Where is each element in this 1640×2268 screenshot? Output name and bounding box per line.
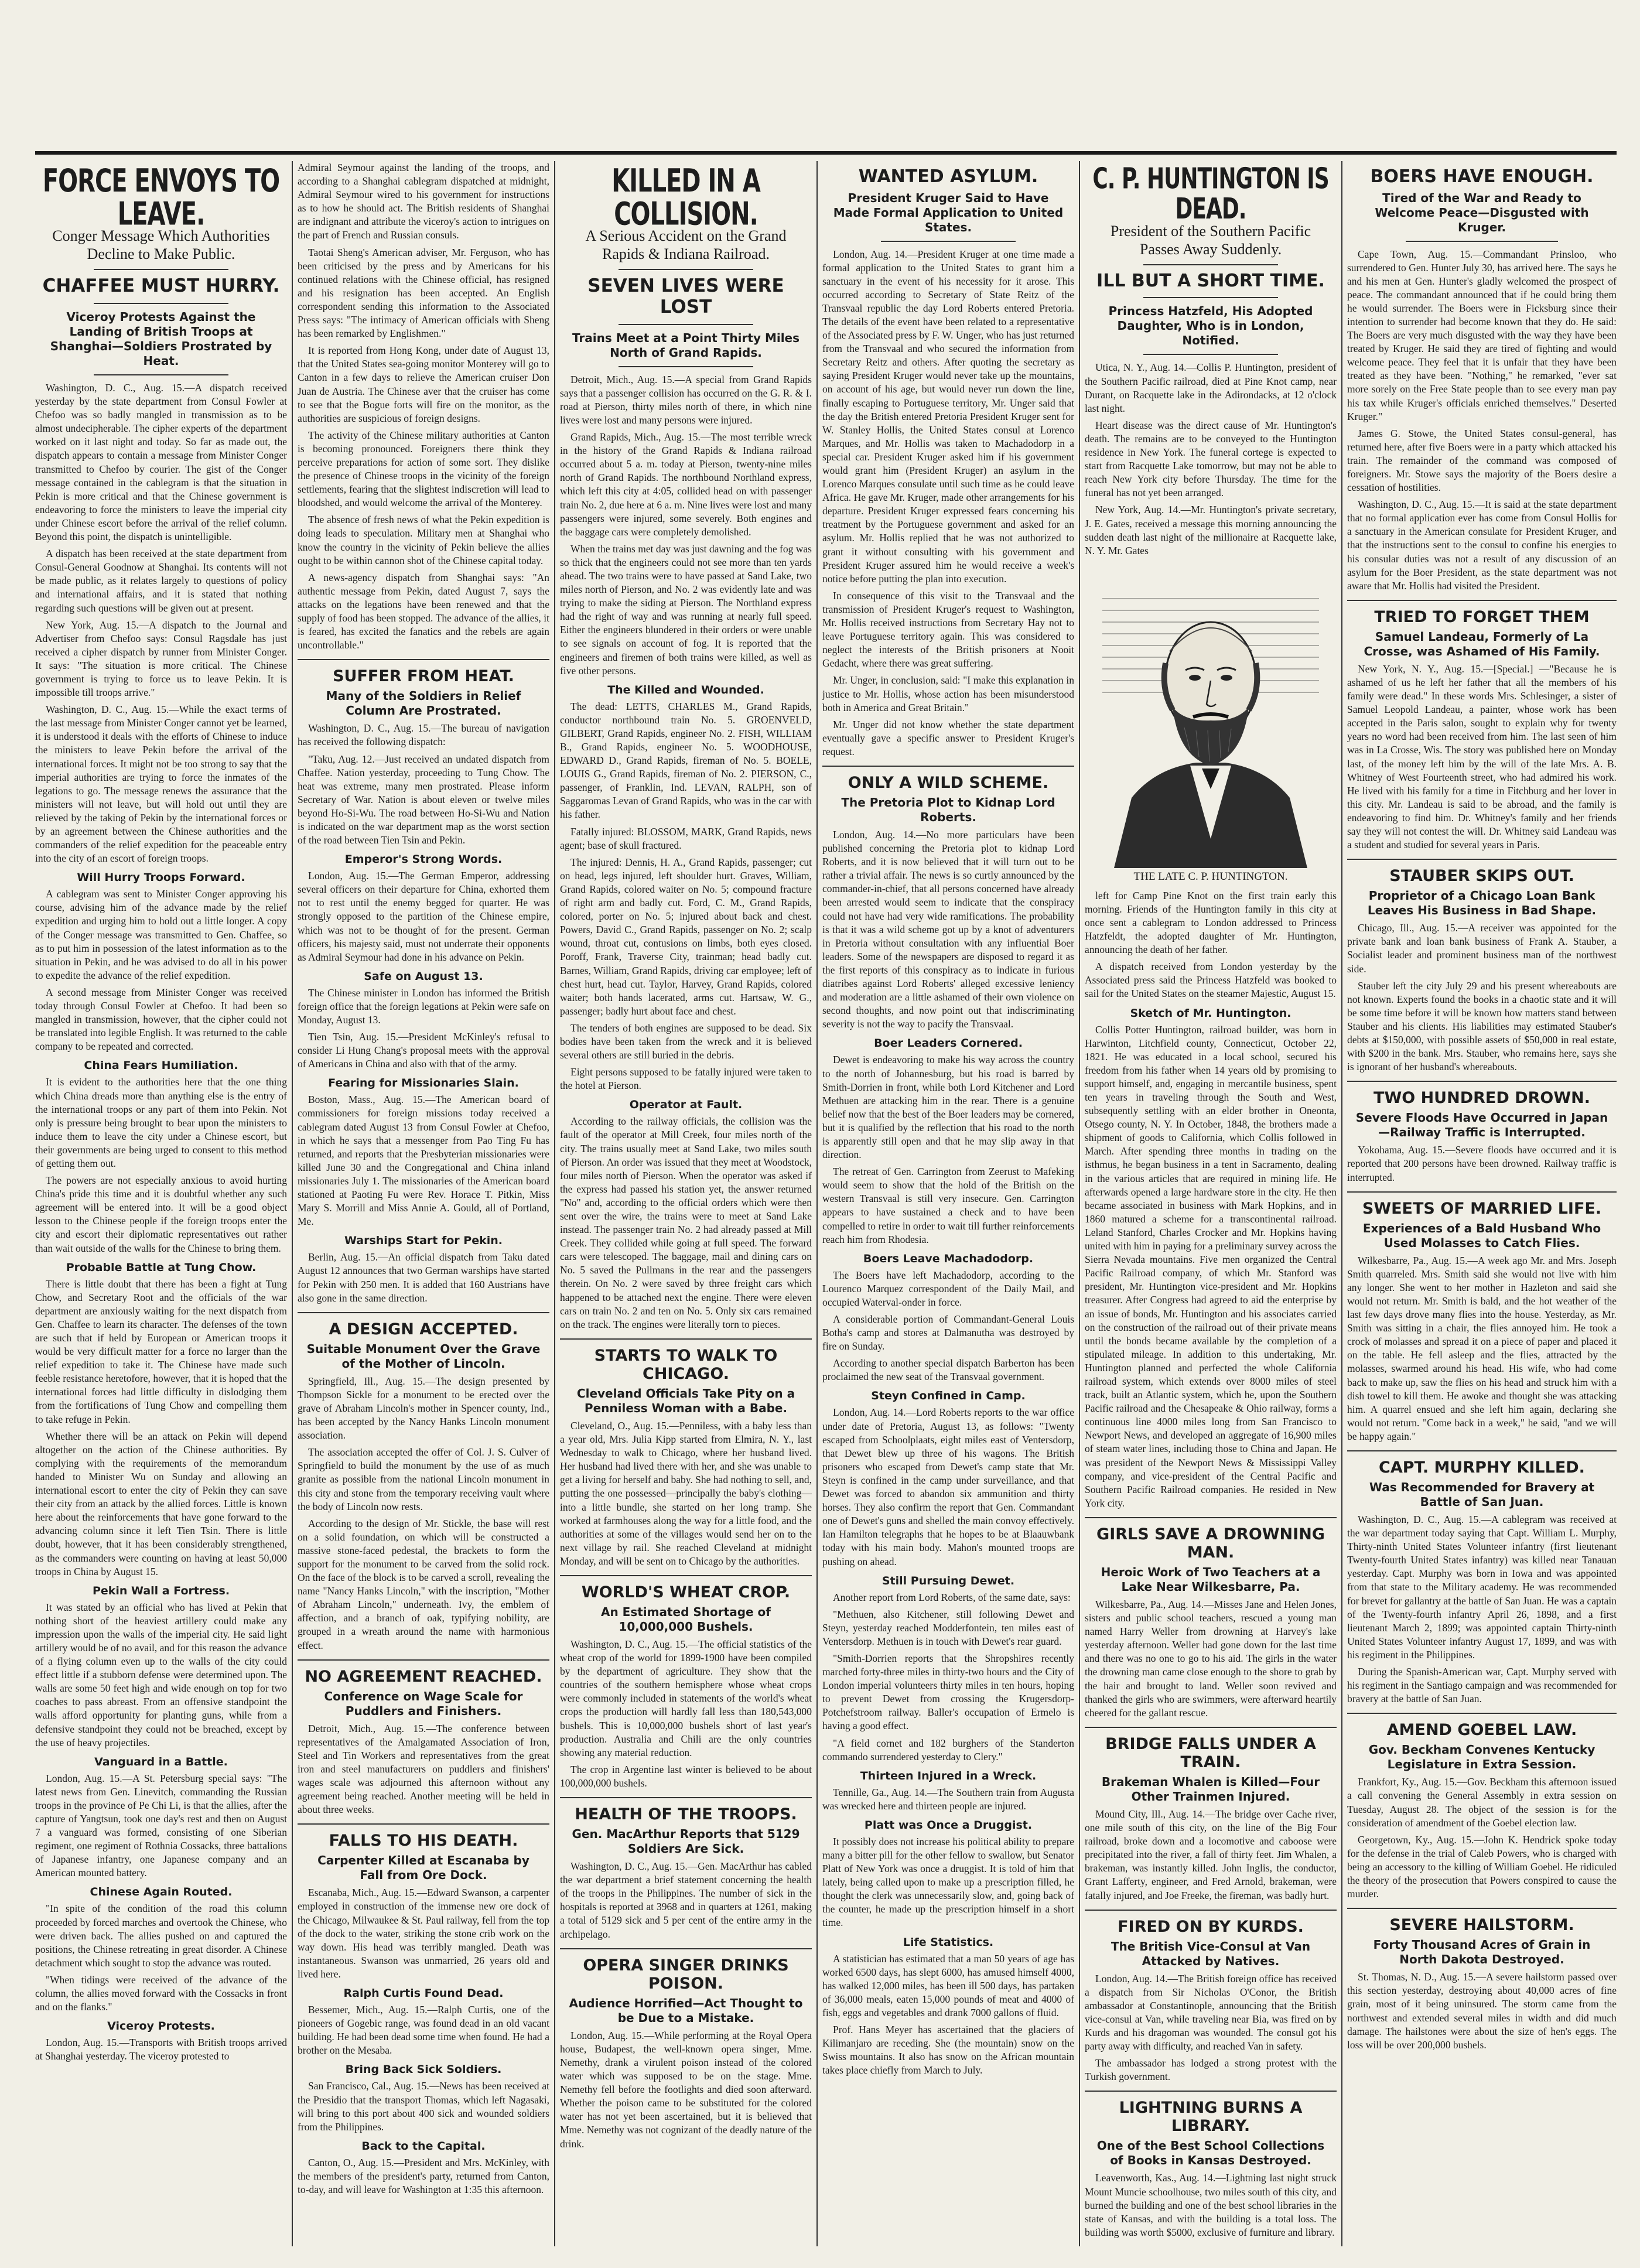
paragraph: "In spite of the condition of the road this column proceeded by forced marches and overtook the Chinese, who were driven back. The allies pushed on and captured the positions, the Chinese retreating in great disorder. A Chinese detachment which sought to stop the advance was routed. xyxy=(35,1902,287,1969)
subhead: Boer Leaders Cornered. xyxy=(874,1037,1023,1050)
headline: ILL BUT A SHORT TIME. xyxy=(1096,270,1325,291)
headline: AMEND GOEBEL LAW. xyxy=(1386,1721,1577,1740)
paragraph: "When tidings were received of the advance of the column, the allies moved forward with the Cossacks in front and on the flanks." xyxy=(35,1973,287,2013)
column-rule xyxy=(816,161,818,2246)
divider xyxy=(560,1948,812,1949)
paragraph: A dispatch received from London yesterday by the Associated press said the Princess Hatzfeld was booked to sail for the United States on the steamer Majestic, August 15. xyxy=(1085,961,1337,1000)
column-rule xyxy=(292,161,293,2246)
paragraph: Utica, N. Y., Aug. 14.—Collis P. Huntington, president of the Southern Pacific railroad, died at Pine Knot camp, near Durant, on Racquette lake in the Adirondacks, at 12 o'clock last night. xyxy=(1085,361,1337,414)
paragraph: Stauber left the city July 29 and his present whereabouts are not known. Experts found the books in a chaotic state and it will be some time before it will be known how matters stand between Stauber and his clients. His liabilities may estimated Stauber's debts at $150,000, with possible assets of $50,000 in real estate, with $200 in the bank. Mrs. Stauber, who remains here, says she is ignorant of her husband's whereabouts. xyxy=(1347,979,1617,1073)
headline: WORLD'S WHEAT CROP. xyxy=(581,1583,791,1601)
paragraph: Collis Potter Huntington, railroad builder, was born in Harwinton, Litchfield county, Connecticut, October 22, 1821. He was educated in a local school, secured his freedom from his father when 14 years old by promising to support himself, and, engaging in mercantile business, spent ten years in traveling through the South and West, subsequently settling with an elder brother in Oneonta, Otsego county, N. Y. In October, 1848, the brothers made a shipment of goods to California, which Collis followed in March. After spending three months in trading on the isthmus, he began business in a tent in Sacramento, dealing in the various articles that are required in mining life. He afterwards opened a large hardware store in the city. He then became associated in business with Mark Hopkins, and in 1860 matured a scheme for a transcontinental railroad. Leland Stanford, Charles Crocker and Mr. Hopkins having united with him in paying for a preliminary survey across the Sierra Nevada mountains. Five men organized the Central Pacific Railroad company, of which Mr. Stanford was president, Mr. Huntington vice-president and Mr. Hopkins treasurer. After Congress had agreed to aid the enterprise by an issue of bonds, Mr. Huntington and his associates carried on the construction of the railroad out of their private means until the bonds became available by the completion of a stipulated mileage. In addition to this undertaking, Mr. Huntington planned and perfected the whole California railroad system, which extends over 8000 miles of steel track, built an Atlantic system, which he, upon the Southern Pacific railroad and the Chesapeake & Ohio railway, forms a continuous line 4000 miles long from San Francisco to Newport News, and developed an aggregate of 16,900 miles of steam water lines, including those to China and Japan. He was president of the Newport News & Mississippi Valley company, and vice-president of the Central Pacific and Southern Pacific Railroad companies. He resided in New York city. xyxy=(1085,1023,1337,1509)
divider xyxy=(1347,600,1617,601)
headline: SUFFER FROM HEAT. xyxy=(333,667,514,686)
subhead: Vanguard in a Battle. xyxy=(94,1755,228,1768)
paragraph: The Chinese minister in London has informed the British foreign office that the foreign legations at Pekin were safe on Monday, August 13. xyxy=(298,986,549,1026)
subdeck: Conference on Wage Scale for Puddlers and Finishers. xyxy=(324,1689,523,1718)
divider xyxy=(298,1823,549,1825)
divider xyxy=(881,241,1016,242)
deck: Conger Message Which Authorities Decline to Make Public. xyxy=(52,227,270,263)
subdeck: Brakeman Whalen is Killed—Four Other Trainmen Injured. xyxy=(1101,1774,1320,1804)
paragraph: "Methuen, also Kitchener, still following Dewet and Steyn, yesterday reached Modderfontein, ten miles east of Ventersdorp. Methuen is in touch with Dewet's rear guard. xyxy=(822,1608,1074,1647)
paragraph: The Boers have left Machadodorp, according to the Lourenco Marquez correspondent of the Daily Mail, and occupied Waterval-onder in force. xyxy=(822,1269,1074,1308)
column-6 xyxy=(1347,161,1617,2246)
paragraph: Taotai Sheng's American adviser, Mr. Ferguson, who has been criticised by the press and by Americans for his continued relations with the Chinese official, has resigned and his resignation has been accepted. An English correspondent sending this information to the Associated Press says: "The intimacy of American officials with Sheng has been remarked by Englishmen." xyxy=(298,246,549,340)
subdeck: Suitable Monument Over the Grave of the Mother of Lincoln. xyxy=(306,1341,541,1371)
subdeck: Audience Horrified—Act Thought to be Due to a Mistake. xyxy=(569,1996,803,2025)
paragraph: When the trains met day was just dawning and the fog was so thick that the engineers could not see more than ten yards ahead. The two trains were to have passed at Sand Lake, two miles north of Pierson, and No. 2 was evidently late and was trying to make the siding at Pierson. The Northland express had the right of way and was running at nearly full speed. Either the engineers blundered in their orders or were unable to see signals on account of fog. It is reported that the engineers and firemen of both trains were killed, as well as five other persons. xyxy=(560,542,812,677)
headline: SEVEN LIVES WERE LOST xyxy=(587,275,784,318)
subdeck: Trains Meet at a Point Thirty Miles North of Grand Rapids. xyxy=(572,330,800,360)
subdeck: An Estimated Shortage of 10,000,000 Bushels. xyxy=(601,1605,771,1634)
paragraph: "Smith-Dorrien reports that the Shropshires recently marched forty-three miles in thirty-two hours and the City of London imperial volunteers thirty miles in ten hours, hoping to prevent Dewet from crossing the Krugersdorp-Potchefstroom railway. Baller's occupation of Ermelo is having a good effect. xyxy=(822,1652,1074,1732)
paragraph: It was stated by an official who has lived at Pekin that nothing short of the heaviest artillery could make any impression upon the walls of the imperial city. He said light artillery would be of no avail, and for this reason the advance of a flying column even up to the walls of the city could effect little if a stubborn defense were determined upon. The walls are some 50 feet high and wide enough on top for two coaches to pass abreast. From an offensive standpoint the walls afford opportunity for planting guns, while from a defensive standpoint they could not be breached, except by the use of heavy projectiles. xyxy=(35,1601,287,1748)
divider xyxy=(619,366,753,367)
subdeck: Heroic Work of Two Teachers at a Lake Near Wilkesbarre, Pa. xyxy=(1101,1565,1321,1594)
paragraph: London, Aug. 14.—Lord Roberts reports to the war office under date of Pretoria, August 13, as follows: "Twenty escaped from Schoolplaats, eight miles east of Ventersdorp, that Dewet blew up three of his wagons. The British prisoners who escaped from Dewet's camp state that Mr. Steyn is confined in the camp under surveillance, and that Dewet was forced to abandon six ammunition and thirty horses. They also confirm the report that Gen. Commandant one of Dewet's guns and shelled the main convoy effectively. Ian Hamilton telegraphs that he hopes to be at Blaauwbank today with his main body. Mahon's mounted troops are pushing on ahead. xyxy=(822,1406,1074,1567)
paragraph: Prof. Hans Meyer has ascertained that the glaciers of Kilimanjaro are receding. She (the mountain) snow on the Swiss mountains. It also has snow on the African mountain takes place chiefly from March to July. xyxy=(822,2024,1074,2076)
subdeck: The Pretoria Plot to Kidnap Lord Roberts. xyxy=(841,795,1055,825)
deck: A Serious Accident on the Grand Rapids & Indiana Railroad. xyxy=(585,227,787,263)
paragraph: The tenders of both engines are supposed to be dead. Six bodies have been taken from the wreck and it is believed several others are still buried in the debris. xyxy=(560,1022,812,1061)
paragraph: Canton, O., Aug. 15.—President and Mrs. McKinley, with the members of the president's party, returned from Canton, to-day, and will leave for Washington at 1:35 this afternoon. xyxy=(298,2156,549,2195)
paragraph: The association accepted the offer of Col. J. S. Culver of Springfield to build the monument by the use of as much granite as possible from the national Lincoln monument in this city and stone from the temporary receiving vault where the body of Lincoln now rests. xyxy=(298,1446,549,1512)
paragraph: A cablegram was sent to Minister Conger approving his course, advising him of the advance made by the relief expedition and urging him to hold out a little longer. A copy of the Conger message was transmitted to Gen. Chaffee, so as to put him in possession of the latest information as to the situation in Pekin, and he was advised to do all in his power to expedite the advance of the relief expedition. xyxy=(35,888,287,981)
paragraph: A news-agency dispatch from Shanghai says: "An authentic message from Pekin, dated August 7, says the attacks on the legations have been renewed and that the supply of food has been stopped. The advance of the allies, it is feared, has excited the fanatics and the rebels are again uncontrollable." xyxy=(298,571,549,651)
paragraph: A second message from Minister Conger was received today through Consul Fowler at Chefoo. It had been so mangled in transmission, however, that the cipher could not be translated into legible English. It was returned to the cable company to be repeated and corrected. xyxy=(35,986,287,1053)
headline: KILLED IN A COLLISION. xyxy=(611,163,760,233)
subdeck: The British Vice-Consul at Van Attacked by Natives. xyxy=(1111,1939,1311,1968)
divider xyxy=(94,374,228,375)
subdeck: Gen. MacArthur Reports that 5129 Soldiers Are Sick. xyxy=(572,1827,800,1856)
paragraph: According to another special dispatch Barberton has been proclaimed the new seat of the Transvaal government. xyxy=(822,1357,1074,1383)
headline: TRIED TO FORGET THEM xyxy=(1374,607,1590,626)
paragraph: Berlin, Aug. 15.—An official dispatch from Taku dated August 12 announces that two German warships have started for Pekin with 250 men. It is added that 160 Austrians have also gone in the same direction. xyxy=(298,1251,549,1304)
column-1 xyxy=(35,161,287,2246)
subhead: Still Pursuing Dewet. xyxy=(882,1574,1015,1587)
paragraph: Georgetown, Ky., Aug. 15.—John K. Hendrick spoke today for the defense in the trial of Caleb Powers, who is charged with being an accessory to the killing of William Goebel. He ridiculed the theory of the prosecution that Powers conspired to cause the murder. xyxy=(1347,1833,1617,1900)
paragraph: Mr. Unger did not know whether the state department eventually gave a specific answer to President Kruger's request. xyxy=(822,718,1074,757)
divider xyxy=(1347,1191,1617,1193)
divider xyxy=(619,269,753,270)
paragraph: London, Aug. 15.—Transports with British troops arrived at Shanghai yesterday. The viceroy protested to xyxy=(35,2037,287,2062)
divider xyxy=(619,324,753,325)
paragraph: Fatally injured: BLOSSOM, MARK, Grand Rapids, news agent; base of skull fractured. xyxy=(560,825,812,851)
divider xyxy=(1347,1908,1617,1909)
paragraph: Detroit, Mich., Aug. 15.—A special from Grand Rapids says that a passenger collision has occurred on the G. R. & I. road at Pierson, thirty miles north of there, in which nine lives were lost and many persons were injured. xyxy=(560,373,812,426)
subdeck: Severe Floods Have Occurred in Japan—Railway Traffic is Interrupted. xyxy=(1355,1111,1608,1140)
headline: OPERA SINGER DRINKS POISON. xyxy=(583,1956,789,1993)
subhead: Warships Start for Pekin. xyxy=(344,1234,503,1248)
headline: STAUBER SKIPS OUT. xyxy=(1389,867,1574,886)
paragraph: The dead: LETTS, CHARLES M., Grand Rapids, conductor northbound train No. 5. GROENVELD, GILBERT, Grand Rapids, engineer No. 2. FISH, WILLIAM B., Grand Rapids, engineer No. 5. WOODHOUSE, EDWARD D., Grand Rapids, fireman of No. 5. BOELE, LOUIS G., Grand Rapids, fireman of No. 2. PIERSON, C., passenger, of Franklin, Ind. LEVAN, RALPH, son of Saggaromas Levan of Grand Rapids, who was in the car with his father. xyxy=(560,700,812,821)
subhead: Platt was Once a Druggist. xyxy=(864,1818,1033,1832)
divider xyxy=(822,766,1074,767)
headline: SWEETS OF MARRIED LIFE. xyxy=(1362,1199,1602,1218)
subhead: Steyn Confined in Camp. xyxy=(871,1389,1026,1403)
portrait-engraving xyxy=(1091,563,1331,868)
paragraph: St. Thomas, N. D., Aug. 15.—A severe hailstorm passed over this section yesterday, destroying about 40,000 acres of fine grain, most of it being uninsured. The storm came from the northwest and extended several miles in width and did much damage. The hailstones were about the size of hen's eggs. The loss will be over 200,000 bushels. xyxy=(1347,1971,1617,2051)
headline: ONLY A WILD SCHEME. xyxy=(848,773,1049,792)
subhead: Sketch of Mr. Huntington. xyxy=(1130,1006,1292,1020)
subhead: Operator at Fault. xyxy=(629,1098,743,1112)
paragraph: According to the railway officials, the collision was the fault of the operator at Mill Creek, four miles north of the city. The trains usually meet at Sand Lake, two miles south of Pierson. An order was issued that they meet at Woodstock, four miles north of Pierson. When the operator was asked if the express had passed his station yet, the answer returned "No" and, according to the official orders which were then sent over the wire, the trains were to meet at Sand Lake instead. The passenger train No. 2 had already passed at Mill Creek. They collided while going at full speed. The forward cars were telescoped. The baggage, mail and dining cars on No. 5 saved the Pullmans in the rear and the passengers therein. On No. 2 were saved by three freight cars which happened to be attached next the engine. There were eleven cars on train No. 2 and ten on No. 5. Only six cars remained on the track. The engines were literally torn to pieces. xyxy=(560,1115,812,1330)
paragraph: A statistician has estimated that a man 50 years of age has worked 6500 days, has slept 6000, has amused himself 4000, has walked 12,000 miles, has been ill 500 days, has partaken of 36,000 meals, eaten 15,000 pounds of meat and 4000 of fish, eggs and vegetables and drank 7000 gallons of fluid. xyxy=(822,1952,1074,2018)
paragraph: James G. Stowe, the United States consul-general, has returned here, after five Boers were in a party which attacked his train. The remainder of the command was composed of foreigners. Mr. Stowe says the majority of the Boers desire a cessation of hostilities. xyxy=(1347,427,1617,494)
paragraph: Another report from Lord Roberts, of the same date, says: xyxy=(833,1591,1071,1603)
subhead: Life Statistics. xyxy=(903,1935,994,1949)
paragraph: The retreat of Gen. Carrington from Zeerust to Mafeking would seem to show that the hold of the British on the western Transvaal is still very insecure. Gen. Carrington appears to have sustained a check and to have been compelled to retire in order to wait till further reinforcements reach him from Rhodesia. xyxy=(822,1166,1074,1245)
headline: TWO HUNDRED DROWN. xyxy=(1374,1089,1590,1108)
paragraph: Washington, D. C., Aug. 15.—The bureau of navigation has received the following dispatch: xyxy=(298,722,549,748)
subdeck: Experiences of a Bald Husband Who Used Molasses to Catch Flies. xyxy=(1362,1221,1601,1250)
paragraph: Eight persons supposed to be fatally injured were taken to the hotel at Pierson. xyxy=(560,1066,812,1092)
paragraph: "A field cornet and 182 burghers of the Standerton commando surrendered yesterday to Clery." xyxy=(822,1737,1074,1763)
paragraph: Wilkesbarre, Pa., Aug. 15.—A week ago Mr. and Mrs. Joseph Smith quarreled. Mrs. Smith said she would not live with him any longer. She went to her mother in Hazleton and said she would not return. Mr. Smith is bald, and the hot weather of the last few days drove many flies into the house. Yesterday, as Mr. Smith was sitting in a chair, the flies annoyed him. He took a crock of molasses and spread it on a piece of paper and placed it on the table. He fell asleep and the flies, attracted by the molasses, swarmed around his head. His wife, who had come back to make up, saw the flies on his head and struck him with a dish towel to kill them. He awoke and thought she was attacking him. A quarrel ensued and she left him again, declaring she would not return. "Come back in a week," he said, "and we will be happy again." xyxy=(1347,1254,1617,1442)
headline: WANTED ASYLUM. xyxy=(858,166,1038,187)
paragraph: The activity of the Chinese military authorities at Canton is becoming pronounced. Foreigners there think they perceive preparations for action of some sort. They dislike the presence of Chinese troops in the vicinity of the foreign settlements, fearing that the slightest indiscretion will lead to bloodshed, and would welcome the arrival of the Monterey. xyxy=(298,429,549,509)
column-5 xyxy=(1085,161,1337,2246)
headline: CAPT. MURPHY KILLED. xyxy=(1379,1458,1585,1477)
paragraph: Washington, D. C., Aug. 15.—Gen. MacArthur has cabled the war department a brief statement concerning the health of the troops in the Philippines. The number of sick in the hospitals is reported at 3968 and in quarters at 1261, making a total of 5129 sick and 5 per cent of the entire army in the archipelago. xyxy=(560,1860,812,1940)
subdeck: Viceroy Protests Against the Landing of British Troops at Shanghai—Soldiers Prostrated by Heat. xyxy=(50,310,272,368)
paragraph: A considerable portion of Commandant-General Louis Botha's camp and stores at Dalmanutha was destroyed by fire on Sunday. xyxy=(822,1313,1074,1352)
divider xyxy=(1085,2091,1337,2092)
paragraph: The injured: Dennis, H. A., Grand Rapids, passenger; cut on head, legs injured, left shoulder hurt. Graves, William, Grand Rapids, colored waiter on No. 5; compound fracture of right arm and badly cut. Ford, C. M., Grand Rapids, colored, porter on No. 5; injured about back and chest. Powers, David C., Grand Rapids, passenger on No. 2; scalp wound, throat cut, contusions on limbs, both eyes closed. Poroff, Frank, Traverse City, trainman; head badly cut. Barnes, William, Grand Rapids, driving car employee; left of chest hurt, head cut. Taylor, Harvey, Grand Rapids, colored waiter; both hands lacerated, arms cut. Hartsaw, W. G., passenger; badly hurt about face and chest. xyxy=(560,856,812,1017)
paragraph: The ambassador has lodged a strong protest with the Turkish government. xyxy=(1085,2057,1337,2083)
subhead: Thirteen Injured in a Wreck. xyxy=(860,1769,1037,1782)
headline: NO AGREEMENT REACHED. xyxy=(305,1667,542,1686)
subdeck: One of the Best School Collections of Books in Kansas Destroyed. xyxy=(1096,2139,1325,2168)
headline: HEALTH OF THE TROOPS. xyxy=(575,1805,797,1824)
headline: LIGHTNING BURNS A LIBRARY. xyxy=(1119,2099,1303,2136)
divider xyxy=(560,1338,812,1340)
subhead: Chinese Again Routed. xyxy=(90,1886,233,1899)
subdeck: Samuel Landeau, Formerly of La Crosse, was Ashamed of His Family. xyxy=(1364,629,1600,658)
divider xyxy=(1085,1517,1337,1518)
paragraph: Wilkesbarre, Pa., Aug. 14.—Misses Jane and Helen Jones, sisters and public school teachers, rescued a young man named Harry Weller from drowning at Harvey's lake yesterday afternoon. Weller had gone down for the last time and there was no one to go to his aid. The girls in the water the drowning man came close enough to the shore to grab by the hair and brought to land. Weller soon revived and thanked the girls who are swimmers, were afterward heartily cheered for the gallant rescue. xyxy=(1085,1598,1337,1719)
paragraph: Detroit, Mich., Aug. 15.—The conference between representatives of the Amalgamated Association of Iron, Steel and Tin Workers and representatives from the great iron and steel manufacturers on puddlers and finishers' wages scale was adjourned this afternoon without any agreement being reached. Another meeting will be held in about three weeks. xyxy=(298,1722,549,1816)
subhead: Viceroy Protests. xyxy=(107,2020,215,2033)
headline: C. P. HUNTINGTON IS DEAD. xyxy=(1092,163,1329,226)
paragraph: The powers are not especially anxious to avoid hurting China's pride this time and it is doubtful whether any such agreement will be entered into. It will be a good object lesson to the Chinese people if the foreign troops enter the city and escort their diplomatic representatives out rather than wait outside of the walls for the Chinese to bring them. xyxy=(35,1174,287,1254)
headline: FIRED ON BY KURDS. xyxy=(1118,1917,1304,1936)
paragraph: It possibly does not increase his political ability to prepare many a bitter pill for the other fellow to swallow, but Senator Platt of New York was once a druggist. It is told of him that lately, being called upon to make up a prescription filled, he thought the clerk was unnecessarily slow, and, going back of the counter, he made up the prescription himself in a short time. xyxy=(822,1835,1074,1929)
paragraph: Whether there will be an attack on Pekin will depend altogether on the action of the Chinese authorities. By complying with the requirements of the memorandum handed to Minister Wu on Sunday and allowing an international escort to enter the city of Pekin they can save their city from an attack by the allied forces. Little is known here about the reinforcements that have gone forward to the advancing column since it left Tien Tsin. There is little doubt, however, that it has been considerably strengthened, as the commanders were counting on having at least 50,000 troops in China by August 15. xyxy=(35,1430,287,1577)
column-rule xyxy=(554,161,555,2246)
paragraph: The absence of fresh news of what the Pekin expedition is doing leads to speculation. Military men at Shanghai who know the country in the vicinity of Pekin believe the allies ought to be within cannon shot of the Chinese capital today. xyxy=(298,514,549,566)
paragraph: Cleveland, O., Aug. 15.—Penniless, with a baby less than a year old, Mrs. Julia Kipp started from Elmira, N. Y., last Wednesday to walk to Chicago, where her husband lived. Her husband had lived there with her, and she was unable to get a living for herself and baby. She had nothing to sell, and, putting the one possessed—principally the baby's clothing—into a little bundle, she started on her long tramp. She worked at farmhouses along the way for a little food, and the authorities at some of the villages would send her on to the next village by rail. She reached Cleveland at midnight Monday, and will be sent on to Chicago by the authorities. xyxy=(560,1419,812,1567)
subhead: Emperor's Strong Words. xyxy=(344,853,503,866)
paragraph: According to the design of Mr. Stickle, the base will rest on a solid foundation, on which will be constructed a massive stone-faced pedestal, the brackets to form the support for the monument to be carved from the solid rock. On the face of the block is to be carved a scroll, revealing the name "Nancy Hanks Lincoln," with the inscription, "Mother of Abraham Lincoln," underneath. Ivy, the emblem of affection, and a branch of oak, typifying nobility, are grouped in a wreath around the name with harmonious effect. xyxy=(298,1517,549,1651)
paragraph: London, Aug. 14.—The British foreign office has received a dispatch from Sir Nicholas O'Conor, the British ambassador at Constantinople, announcing that the British vice-consul at Van, while traveling near Bia, was fired on by Kurds and his dragoman was wounded. The consul got his party away with difficulty, and reached Van in safety. xyxy=(1085,1972,1337,2052)
column-rule xyxy=(1079,161,1080,2246)
paragraph: London, Aug. 15.—While performing at the Royal Opera house, Budapest, the well-known opera singer, Mme. Nemethy, drank a virulent poison instead of the colored water which was supposed to be on the stage. Mme. Nemethy fell before the footlights and died soon afterward. Whether the poison came to be substituted for the colored water has not yet been ascertained, but it is believed that Mme. Nemethy was not cognizant of the deadly nature of the drink. xyxy=(560,2029,812,2150)
paragraph: Heart disease was the direct cause of Mr. Huntington's death. The remains are to be conveyed to the Huntington residence in New York. The funeral cortege is expected to start from Racquette Lake tomorrow, but may not be able to reach New York city before Thursday. The time for the funeral has not yet been arranged. xyxy=(1085,419,1337,499)
subhead: Back to the Capital. xyxy=(361,2139,486,2153)
divider xyxy=(1347,1450,1617,1451)
paragraph: Tien Tsin, Aug. 15.—President McKinley's refusal to consider Li Hung Chang's proposal meets with the approval of Americans in China and also with that of the army. xyxy=(298,1031,549,1070)
subdeck: President Kruger Said to Have Made Formal Application to United States. xyxy=(833,190,1064,234)
paragraph: Mound City, Ill., Aug. 14.—The bridge over Cache river, one mile south of this city, on the line of the Big Four railroad, broke down and a locomotive and caboose were precipitated into the river, a fall of thirty feet. Jim Whalen, a brakeman, was instantly killed. John Inglis, the conductor, Grant Lafferty, engineer, and Fred Arnold, brakeman, were fatally injured, and Joe Freeke, the fireman, was badly hurt. xyxy=(1085,1808,1337,1901)
paragraph: During the Spanish-American war, Capt. Murphy served with his regiment in the Santiago campaign and was recommended for bravery at the battle of San Juan. xyxy=(1347,1666,1617,1705)
paragraph: It is reported from Hong Kong, under date of August 13, that the United States sea-going monitor Monterey will go to Canton in a few days to relieve the American cruiser Don Juan de Austria. The Chinese aver that the cruiser has come to see that the Bogue forts will fire on the monitor, as the authorities are suspicious of foreign designs. xyxy=(298,344,549,424)
paragraph: Chicago, Ill., Aug. 15.—A receiver was appointed for the private bank and loan bank business of Frank A. Stauber, a Socialist leader and prominent business man of the northwest side. xyxy=(1347,922,1617,975)
paragraph: Frankfort, Ky., Aug. 15.—Gov. Beckham this afternoon issued a call convening the General Assembly in extra session on Tuesday, August 28. The object of the session is for the consideration of amendment of the Goebel election law. xyxy=(1347,1776,1617,1829)
divider xyxy=(1347,1081,1617,1082)
subdeck: Carpenter Killed at Escanaba by Fall from Ore Dock. xyxy=(317,1853,529,1883)
headline: GIRLS SAVE A DROWNING MAN. xyxy=(1096,1525,1325,1562)
paragraph: London, Aug. 15.—A St. Petersburg special says: "The latest news from Gen. Linevitch, commanding the Russian troops in the province of Pe Chi Li, is that the allies, after the capture of Yangtsun, took one day's rest and then on August 7 a vanguard was formed, consisting of one Siberian regiment, one regiment of Rothnia Cossacks, three battalions of Japanese infantry, one Japanese company and an American mounted battery. xyxy=(35,1772,287,1879)
paragraph: Washington, D. C., Aug. 15.—The official statistics of the wheat crop of the world for 1899-1900 have been compiled by the department of agriculture. They show that the countries of the southern hemisphere whose wheat crops were commonly included in statements of the world's wheat crops the production will hardly fall less than 180,543,000 bushels. This is 10,000,000 bushels short of last year's production. Australia and Chili are the only countries showing any material reduction. xyxy=(560,1638,812,1758)
subhead: Boers Leave Machadodorp. xyxy=(863,1252,1034,1265)
divider xyxy=(1143,354,1278,355)
headline: A DESIGN ACCEPTED. xyxy=(329,1320,518,1338)
paragraph: "Taku, Aug. 12.—Just received an undated dispatch from Chaffee. Nation yesterday, proceeding to Tung Chow. The heat was extreme, many men prostrated. Please inform Secretary of War. Nation is about eleven or twelve miles beyond Ho-Si-Wu. The road between Ho-Si-Wu and Nation is indicated on the war department map as the worst section of the road between Tien Tsin and Pekin. xyxy=(298,753,549,846)
paragraph: San Francisco, Cal., Aug. 15.—News has been received at the Presidio that the transport Thomas, which left Nagasaki, will bring to this port about 400 sick and wounded soldiers from the Philippines. xyxy=(298,2080,549,2133)
column-rule xyxy=(1341,161,1342,2246)
subdeck: Proprietor of a Chicago Loan Bank Leaves His Business in Bad Shape. xyxy=(1367,889,1597,918)
subhead: Fearing for Missionaries Slain. xyxy=(328,1077,519,1090)
paragraph: Grand Rapids, Mich., Aug. 15.—The most terrible wreck in the history of the Grand Rapids & Indiana railroad occurred about 5 a. m. today at Pierson, twenty-nine miles north of Grand Rapids. The northbound Northland express, which left this city at 4:05, collided head on with passenger train No. 2, due here at 6 a. m. Nine lives were lost and many passengers were injured, some severely. Both engines and the baggage cars were completely demolished. xyxy=(560,431,812,538)
paragraph: Mr. Unger, in conclusion, said: "I make this explanation in justice to Mr. Hollis, whose action has been misunderstood both in America and Great Britain." xyxy=(822,674,1074,713)
paragraph: Yokohama, Aug. 15.—Severe floods have occurred and it is reported that 200 persons have been drowned. Railway traffic is interrupted. xyxy=(1347,1144,1617,1183)
headline: BRIDGE FALLS UNDER A TRAIN. xyxy=(1105,1734,1316,1771)
paragraph: Dewet is endeavoring to make his way across the country to the north of Johannesburg, but his road is barred by Smith-Dorrien in front, while both Lord Kitchener and Lord Methuen are attacking him in the rear. There is a genuine belief now that the best of the Boer leaders may be cornered, but it is qualified by the reflection that his road to the north is apparently still open and that he may slip away in that direction. xyxy=(822,1054,1074,1161)
subhead: Bring Back Sick Soldiers. xyxy=(345,2063,502,2076)
deck: President of the Southern Pacific Passes Away Suddenly. xyxy=(1110,222,1311,258)
divider xyxy=(94,269,228,270)
divider xyxy=(560,1575,812,1576)
subhead: Will Hurry Troops Forward. xyxy=(77,871,245,884)
paragraph: London, Aug. 14.—President Kruger at one time made a formal application to the United States to grant him a sanctuary in the event of his necessity for it arose. This occurred according to Secretary of State Reitz of the Transvaal republic the day Lord Roberts entered Pretoria. The details of the event have been related to a representative of the Associated press by F. W. Unger, who has just returned from the Transvaal and who secured the information from Secretary Reitz and others. After quoting the secretary as saying President Kruger would never take up the mountains, on account of his age, but would never run down the line, finally escaping to Portuguese territory, Mr. Unger said that the day the British entered Pretoria President Kruger sent for W. Stanley Hollis, the United States consul at Lorenco Marques, and Mr. Hollis was taken to Machadodorp in a special car. President Kruger asked him if his government would grant him (President Kruger) an asylum in the Lorenco Marques consulate until such time as he could leave Africa. He gave Mr. Kruger, made other arrangements for his departure. President Kruger expressed fears concerning his treatment by the Portuguese government and asked for an asylum. Mr. Hollis replied that he was not authorized to grant it without consulting with his government and President Kruger assured him he would receive a week's notice before putting the plan into execution. xyxy=(822,248,1074,585)
divider xyxy=(1085,1910,1337,1911)
paragraph: Escanaba, Mich., Aug. 15.—Edward Swanson, a carpenter employed in construction of the immense new ore dock of the Chicago, Milwaukee & St. Paul railway, fell from the top of the dock to the water, striking the stone crib work on the way down. His head was terribly mangled. Death was instantaneous. Swanson was unmarried, 26 years old and lived here. xyxy=(298,1887,549,1980)
subdeck: Gov. Beckham Convenes Kentucky Legislature in Extra Session. xyxy=(1368,1743,1595,1772)
paragraph: Admiral Seymour against the landing of the troops, and according to a Shanghai cablegram dispatched at midnight, Admiral Seymour wired to his government for instructions as to how he should act. The British residents of Shanghai are indignant and attribute the viceroy's action to intrigues on the part of French and Russian consuls. xyxy=(298,162,549,241)
subhead: Ralph Curtis Found Dead. xyxy=(343,1987,504,2000)
newspaper-page xyxy=(35,0,1617,2268)
paragraph: Washington, D. C., Aug. 15.—A dispatch received yesterday by the state department from Consul Fowler at Chefoo was so badly mangled in transmission as to be almost undecipherable. The cipher experts of the department worked on it last night and today. So far as made out, the dispatch appears to contain a message from Minister Conger transmitted to Chefoo by courier. The gist of the Conger message contained in the cablegram is that the situation in Pekin is more critical and that the Chinese government is endeavoring to force the ministers to leave the imperial city under Chinese escort before the arrival of the relief column. Beyond this point, the dispatch is unintelligible. xyxy=(35,382,287,543)
subhead: China Fears Humiliation. xyxy=(84,1059,238,1072)
column-2 xyxy=(298,161,549,2246)
paragraph: New York, N. Y., Aug. 15.—[Special.] —"Because he is ashamed of us he left her father that all the members of his family were dead." In these words Mrs. Schlesinger, a sister of Samuel Leopold Landeau, a painter, whose work has been accepted in the Paris salon, sought to explain why for twenty years no word had been received from him. The last seen of him was in La Crosse, Wis. The story was published here on Monday last, of the money left him by the will of the late Mrs. A. B. Whitney of West Fourteenth street, who had admired his work. He lived with his family for a time in Fitchburg and her lover in this city. Mr. Landeau is said to be abroad, and the family is endeavoring to find him. Dr. Whitney's family and her friends say they will not contest the will. Dr. Whitney said Landeau was a student and studied for several years in Paris. xyxy=(1347,662,1617,851)
portrait-caption: THE LATE C. P. HUNTINGTON. xyxy=(1133,870,1288,883)
headline: STARTS TO WALK TO CHICAGO. xyxy=(594,1346,778,1383)
paragraph: Washington, D. C., Aug. 15.—A cablegram was received at the war department today saying that Capt. William L. Murphy, Thirty-ninth United States Volunteer infantry (first lieutenant Twenty-fourth United States infantry) was killed near Tanauan yesterday. Capt. Murphy was born in Iowa and was appointed from that state to the Military academy. He was recommended for brevet for gallantry at the battle of San Juan. He was a captain of the Twenty-fourth infantry April 26, 1898, and a first lieutenant March 2, 1899; was appointed captain Thirty-ninth United States Volunteer infantry August 17, 1899, and was with his regiment in the Philippines. xyxy=(1347,1514,1617,1661)
paragraph: Boston, Mass., Aug. 15.—The American board of commissioners for foreign missions today received a cablegram dated August 13 from Consul Fowler at Chefoo, in which he says that a messenger from Pao Ting Fu has returned, and reports that the Presbyterian missionaries were killed June 30 and the Congregational and China inland missionaries July 1. The missionaries of the American board stationed at Paoting Fu were Rev. Horace T. Pitkin, Miss Mary S. Morrill and Miss Annie A. Gould, all of Portland, Me. xyxy=(298,1094,549,1228)
divider xyxy=(1085,1727,1337,1728)
subdeck: Cleveland Officials Take Pity on a Penniless Woman with a Babe. xyxy=(576,1386,795,1415)
divider xyxy=(1406,241,1558,242)
divider xyxy=(94,303,228,304)
paragraph: Springfield, Ill., Aug. 15.—The design presented by Thompson Sickle for a monument to be erected over the grave of Abraham Lincoln's mother in Spencer county, Ind., has been accepted by the Nancy Hanks Lincoln monument association. xyxy=(298,1375,549,1442)
subhead: The Killed and Wounded. xyxy=(607,683,764,696)
columns xyxy=(35,161,1617,2246)
paragraph: Washington, D. C., Aug. 15.—It is said at the state department that no formal application ever has come from Consul Hollis for a sanctuary in the American consulate for President Kruger, and that the instructions sent to the consul to confine his energies to his consular duties was not a result of any discussion of an asylum for the Boer President, as the state department was not aware that Mr. Hollis had visited the President. xyxy=(1347,498,1617,592)
headline: CHAFFEE MUST HURRY. xyxy=(42,275,280,297)
paragraph: New York, Aug. 14.—Mr. Huntington's private secretary, J. E. Gates, received a message this morning announcing the sudden death last night of the millionaire at Racquette lake, N. Y. Mr. Gates xyxy=(1085,504,1337,556)
paragraph: London, Aug. 14.—No more particulars have been published concerning the Pretoria plot to kidnap Lord Roberts, and it is now believed that it will turn out to be rather a trivial affair. The news is so curtly announced by the commander-in-chief, that all persons concerned have already been arrested would seem to indicate that the conspiracy could not have had very wide ramifications. The probability is that it was a wild scheme got up by a knot of adventurers in Pretoria without consultation with any influential Boer leaders. Some of the newspapers are disposed to regard it as the first reports of this conspiracy as to indicate in furious diatribes against Lord Roberts' alleged excessive leniency and moderation are a little ashamed of their own violence on second thoughts, and now point out that indiscriminating severity is not the way to pacify the Transvaal. xyxy=(822,829,1074,1030)
subhead: Probable Battle at Tung Chow. xyxy=(66,1261,257,1274)
subdeck: Tired of the War and Ready to Welcome Peace—Disgusted with Kruger. xyxy=(1375,190,1589,234)
paragraph: There is little doubt that there has been a fight at Tung Chow, and Secretary Root and the officials of the war department are anxiously waiting for the next dispatch from Gen. Chaffee to learn its character. The defenses of the town are such that if held by European or American troops it would be very difficult matter for a force no larger than the relief expedition to take it. The Chinese have made such feeble resistance heretofore, however, that it is hoped that the international forces had little difficulty in dislodging them from the fortifications of Tung Chow and compelling them to take refuge in Pekin. xyxy=(35,1278,287,1425)
headline: FORCE ENVOYS TO LEAVE. xyxy=(42,163,280,233)
divider xyxy=(1347,1713,1617,1714)
subdeck: Forty Thousand Acres of Grain in North Dakota Destroyed. xyxy=(1373,1938,1591,1967)
subhead: Safe on August 13. xyxy=(364,969,483,983)
paragraph: Bessemer, Mich., Aug. 15.—Ralph Curtis, one of the pioneers of Gogebic range, was found dead in an old vacant building. He had been dead some time when found. He had a brother on the Mesaba. xyxy=(298,2004,549,2057)
paragraph: Cape Town, Aug. 15.—Commandant Prinsloo, who surrendered to Gen. Hunter July 30, has arrived here. The says he and his men at Gen. Hunter's gladly welcomed the prospect of peace. The commandant announced that if he could bring them he would surrender. The Boers were in Ficksburg since their intention to surrender had become known that they do. He said: The Boers are very much disgusted with the way they have been treated by Kruger. He said they are tired of fighting and would welcome peace. They feel that it is unfair that they have been treated as they have been. "Nothing," he remarked, "ever sat more sorely on the Free State people than to see every man pay his tax while Kruger's officials enriched themselves." Deserted Kruger." xyxy=(1347,248,1617,422)
subdeck: Was Recommended for Bravery at Battle of San Juan. xyxy=(1369,1480,1595,1509)
subdeck: Princess Hatzfeld, His Adopted Daughter, Who is in London, Notified. xyxy=(1108,304,1313,348)
paragraph: Washington, D. C., Aug. 15.—While the exact terms of the last message from Minister Conger cannot yet be learned, it is understood it deals with the efforts of Chinese to induce the ministers to leave Pekin before the arrival of the international forces. It might not be too strong to say that the imperial authorities are trying to force the inmates of the legations to go. The message renews the assurance that the ministers will not leave, but will hold out until they are relieved by the taking of Pekin by the international forces or by an agreement between the Chinese authorities and the commanders of the relief expedition for the peaceable entry into the city of an escort of foreign troops. xyxy=(35,703,287,865)
divider xyxy=(298,1312,549,1313)
divider xyxy=(560,1797,812,1798)
paragraph: Tennille, Ga., Aug. 14.—The Southern train from Augusta was wrecked here and thirteen people are injured. xyxy=(822,1786,1074,1812)
top-rule xyxy=(35,151,1617,155)
paragraph: A dispatch has been received at the state department from Consul-General Goodnow at Shanghai. Its contents will not be made public, as it relates largely to questions of policy and international affairs, and it is stated that nothing regarding such questions will be given out at present. xyxy=(35,548,287,614)
paragraph: In consequence of this visit to the Transvaal and the transmission of President Kruger's request to Washington, Mr. Hollis received instructions from Secretary Hay not to leave Portuguese territory again. This was considered to neglect the interests of the British prisoners at Nooit Gedacht, where there was great suffering. xyxy=(822,589,1074,670)
headline: SEVERE HAILSTORM. xyxy=(1389,1916,1574,1935)
column-4 xyxy=(822,161,1074,2246)
divider xyxy=(1143,264,1278,265)
divider xyxy=(298,659,549,660)
column-3 xyxy=(560,161,812,2246)
divider xyxy=(1143,297,1278,298)
paragraph: It is evident to the authorities here that the one thing which China dreads more than anything else is the entry of the international troops or any part of them into Pekin. Not only is pressure being brought to bear upon the ministers to induce them to leave the city under a Chinese escort, but their governments are being urged to consent to this method of getting them out. xyxy=(35,1076,287,1169)
subhead: Pekin Wall a Fortress. xyxy=(92,1584,230,1597)
divider xyxy=(1347,859,1617,860)
paragraph: London, Aug. 15.—The German Emperor, addressing several officers on their departure for China, exhorted them not to rest until the enemy begged for quarter. He was strongly opposed to the partition of the Chinese empire, which was not to be thought of for the present. German officers, his majesty said, must not underrate their opponents as Admiral Seymour had done in his advance on Pekin. xyxy=(298,870,549,963)
subdeck: Many of the Soldiers in Relief Column Are Prostrated. xyxy=(326,689,521,718)
paragraph: left for Camp Pine Knot on the first train early this morning. Friends of the Huntington family in this city at once sent a cablegram to London addressed to Princess Hatzfeldt, the adopted daughter of Mr. Huntington, announcing the death of her father. xyxy=(1085,889,1337,956)
paragraph: Leavenworth, Kas., Aug. 14.—Lightning last night struck Mount Muncie schoolhouse, two miles south of this city, and burned the building and one of the best school libraries in the state of Kansas, and with the building is a total loss. The building was worth $5000, exclusive of furniture and library. xyxy=(1085,2172,1337,2238)
paragraph: The crop in Argentine last winter is believed to be about 100,000,000 bushels. xyxy=(560,1763,812,1789)
headline: BOERS HAVE ENOUGH. xyxy=(1370,166,1594,187)
divider xyxy=(298,1659,549,1661)
headline: FALLS TO HIS DEATH. xyxy=(329,1832,518,1850)
paragraph: New York, Aug. 15.—A dispatch to the Journal and Advertiser from Chefoo says: Consul Ragsdale has just received a cipher dispatch by runner from Minister Conger. It says: "The situation is more critical. The Chinese government is trying to force us to leave Pekin. It is impossible till troops arrive." xyxy=(35,619,287,699)
